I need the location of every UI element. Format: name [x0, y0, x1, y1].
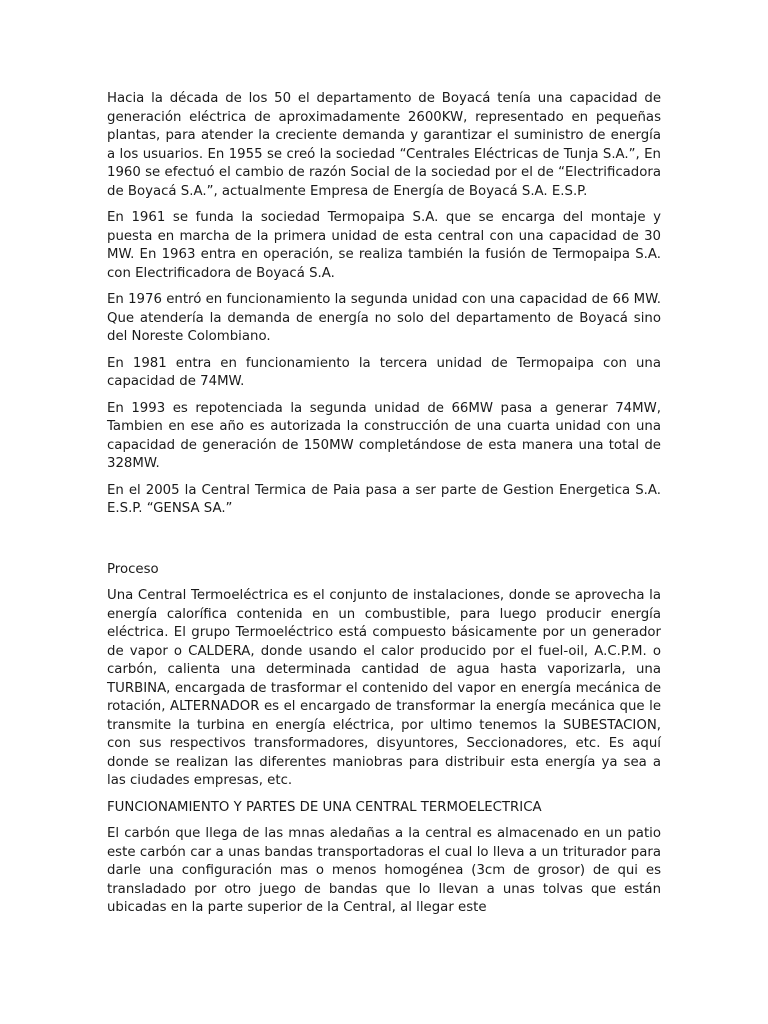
section-heading-funcionamiento: FUNCIONAMIENTO Y PARTES DE UNA CENTRAL TERMOELECTRICA — [107, 799, 542, 815]
paragraph-funcionamiento: El carbón que llega de las mnas aledañas a la central es almacenado en un patio este carbón car a unas bandas transportadoras el cual lo lleva a un triturador para darle una configuración mas o menos homogénea (3cm de grosor) de qui es transladado por otro juego de bandas que lo llevan a unas tolvas que están ubicadas en la parte superior de la Central, al llegar este — [107, 826, 661, 915]
paragraph-history-2005: En el 2005 la Central Termica de Paia pasa a ser parte de Gestion Energetica S.A. E.S.P. “GENSA SA.” — [107, 482, 661, 516]
paragraph-history-1981: En 1981 entra en funcionamiento la tercera unidad de Termopaipa con una capacidad de 74MW. — [107, 355, 661, 389]
paragraph-history-1976: En 1976 entró en funcionamiento la segunda unidad con una capacidad de 66 MW. Que atendería la demanda de energía no solo del departamento de Boyacá sino del Noreste Colombiano. — [107, 292, 661, 344]
paragraph-history-1961: En 1961 se funda la sociedad Termopaipa S.A. que se encarga del montaje y puesta en marcha de la primera unidad de esta central con una capacidad de 30 MW. En 1963 entra en operación, se realiza también la fusión de Termopaipa S.A. con Electrificadora de Boyacá S.A. — [107, 210, 661, 281]
blank-line — [107, 527, 661, 561]
paragraph-history-1950s: Hacia la década de los 50 el departamento de Boyacá tenía una capacidad de generación eléctrica de aproximadamente 2600KW, representado en pequeñas plantas, para atender la creciente demanda y garantizar el suministro de energía a los usuarios. En 1955 se creó la sociedad “Centrales Eléctricas de Tunja S.A.”, En 1960 se efectuó el cambio de razón Social de la sociedad por el de “Electrificadora de Boyacá S.A.”, actualmente Empresa de Energía de Boyacá S.A. E.S.P. — [107, 91, 661, 199]
section-heading-proceso: Proceso — [107, 561, 159, 577]
document-body — [107, 90, 661, 926]
paragraph-history-1993: En 1993 es repotenciada la segunda unidad de 66MW pasa a generar 74MW, Tambien en ese año es autorizada la construcción de una cuarta unidad con una capacidad de generación de 150MW completándose de esta manera una total de 328MW. — [107, 400, 661, 471]
paragraph-proceso: Una Central Termoeléctrica es el conjunto de instalaciones, donde se aprovecha la energía calorífica contenida en un combustible, para luego producir energía eléctrica. El grupo Termoeléctrico está compuesto básicamente por un generador de vapor o CALDERA, donde usando el calor producido por el fuel-oil, A.C.P.M. o carbón, calienta una determinada cantidad de agua hasta vaporizarla, una TURBINA, encargada de trasformar el contenido del vapor en energía mecánica de rotación, ALTERNADOR es el encargado de transformar la energía mecánica que le transmite la turbina en energía eléctrica, por ultimo tenemos la SUBESTACION, con sus respectivos transformadores, disyuntores, Seccionadores, etc. Es aquí donde se realizan las diferentes maniobras para distribuir esta energía ya sea a las ciudades empresas, etc. — [107, 588, 661, 788]
